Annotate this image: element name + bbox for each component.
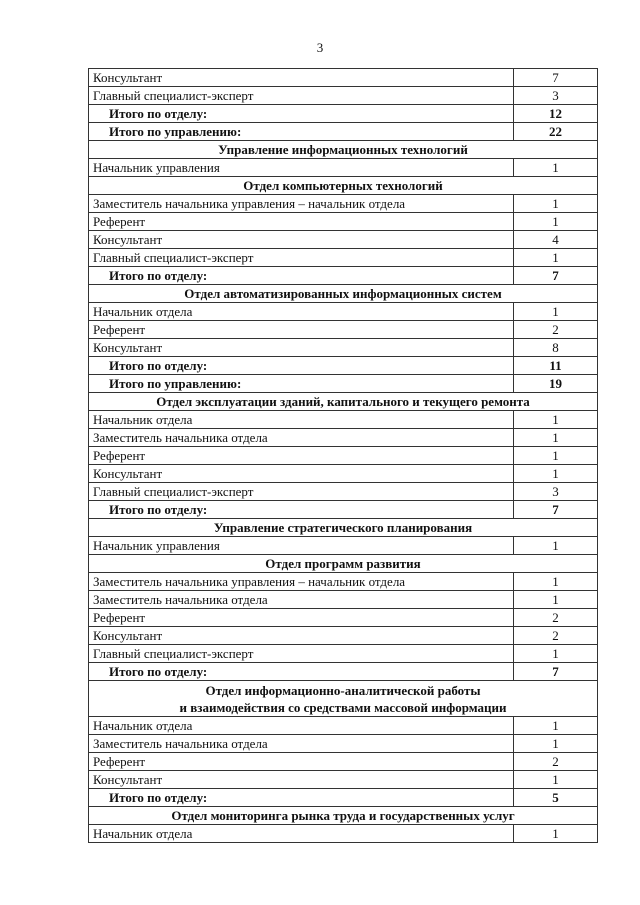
section-title (89, 177, 598, 195)
position-count: 1 (514, 159, 598, 177)
section-title-line: Отдел эксплуатации зданий, капитального и текущего ремонта (156, 393, 530, 409)
section-title (89, 807, 598, 825)
position-count: 1 (514, 771, 598, 789)
table-row (89, 465, 598, 483)
position-count: 1 (514, 573, 598, 591)
position-count: 1 (514, 213, 598, 231)
total-label: Итого по отделу: (89, 357, 514, 375)
table-row (89, 213, 598, 231)
position-count: 2 (514, 627, 598, 645)
section-header-row (89, 177, 598, 195)
section-title (89, 141, 598, 159)
total-count: 11 (514, 357, 598, 375)
position-count: 1 (514, 825, 598, 843)
table-row (89, 249, 598, 267)
section-title-line: Отдел мониторинга рынка труда и государственных услуг (171, 807, 515, 823)
section-title (89, 555, 598, 573)
position-count: 1 (514, 735, 598, 753)
total-row (89, 501, 598, 519)
total-label: Итого по отделу: (89, 663, 514, 681)
table-row (89, 303, 598, 321)
position-name: Главный специалист-эксперт (89, 645, 514, 663)
table-row (89, 87, 598, 105)
section-header-row (89, 519, 598, 537)
section-title (89, 393, 598, 411)
table-row (89, 159, 598, 177)
position-name: Консультант (89, 771, 514, 789)
table-row (89, 339, 598, 357)
table-row (89, 447, 598, 465)
section-title-line: Отдел программ развития (265, 555, 421, 571)
table-row (89, 753, 598, 771)
position-count: 7 (514, 69, 598, 87)
position-name: Референт (89, 753, 514, 771)
position-name: Начальник отдела (89, 303, 514, 321)
total-label: Итого по управлению: (89, 375, 514, 393)
total-row (89, 357, 598, 375)
table-row (89, 591, 598, 609)
section-title-line: Отдел компьютерных технологий (243, 177, 443, 193)
section-title-line: Отдел автоматизированных информационных систем (184, 285, 502, 301)
table-row (89, 321, 598, 339)
position-count: 4 (514, 231, 598, 249)
section-title (89, 519, 598, 537)
table-row (89, 609, 598, 627)
total-count: 22 (514, 123, 598, 141)
total-count: 12 (514, 105, 598, 123)
total-label: Итого по управлению: (89, 123, 514, 141)
position-count: 1 (514, 465, 598, 483)
position-name: Начальник управления (89, 537, 514, 555)
position-name: Консультант (89, 339, 514, 357)
page-number: 3 (316, 40, 324, 55)
position-name: Референт (89, 609, 514, 627)
section-title-line: Управление стратегического планирования (213, 519, 473, 535)
position-count: 1 (514, 717, 598, 735)
table-row (89, 231, 598, 249)
position-count: 1 (514, 411, 598, 429)
section-title-line: Отдел информационно-аналитической работы (205, 682, 481, 698)
position-count: 1 (514, 195, 598, 213)
total-label: Итого по отделу: (89, 105, 514, 123)
table-row (89, 69, 598, 87)
position-name: Заместитель начальника отдела (89, 429, 514, 447)
table-row (89, 429, 598, 447)
table-row (89, 717, 598, 735)
total-label: Итого по отделу: (89, 267, 514, 285)
position-name: Заместитель начальника отдела (89, 735, 514, 753)
table-row (89, 483, 598, 501)
position-count: 1 (514, 249, 598, 267)
total-count: 7 (514, 663, 598, 681)
staff-table-body (89, 69, 598, 843)
position-name: Главный специалист-эксперт (89, 483, 514, 501)
position-name: Консультант (89, 69, 514, 87)
section-header-row (89, 681, 598, 717)
position-name: Заместитель начальника отдела (89, 591, 514, 609)
position-name: Главный специалист-эксперт (89, 87, 514, 105)
section-title (89, 681, 598, 717)
section-header-row (89, 807, 598, 825)
section-title-line: и взаимодействия со средствами массовой информации (179, 699, 507, 715)
position-count: 1 (514, 303, 598, 321)
position-count: 2 (514, 321, 598, 339)
staff-table (88, 68, 598, 843)
position-count: 1 (514, 429, 598, 447)
total-label: Итого по отделу: (89, 501, 514, 519)
table-row (89, 645, 598, 663)
position-count: 3 (514, 87, 598, 105)
position-name: Консультант (89, 465, 514, 483)
position-name: Заместитель начальника управления – начальник отдела (89, 195, 514, 213)
position-name: Консультант (89, 627, 514, 645)
table-row (89, 411, 598, 429)
table-row (89, 573, 598, 591)
total-count: 7 (514, 267, 598, 285)
position-name: Начальник отдела (89, 825, 514, 843)
position-name: Начальник отдела (89, 411, 514, 429)
position-name: Референт (89, 447, 514, 465)
table-row (89, 735, 598, 753)
total-row (89, 267, 598, 285)
table-row (89, 627, 598, 645)
position-name: Начальник управления (89, 159, 514, 177)
position-name: Главный специалист-эксперт (89, 249, 514, 267)
section-header-row (89, 555, 598, 573)
total-label: Итого по отделу: (89, 789, 514, 807)
position-count: 1 (514, 645, 598, 663)
total-row (89, 123, 598, 141)
position-count: 3 (514, 483, 598, 501)
position-count: 2 (514, 753, 598, 771)
table-row (89, 825, 598, 843)
total-row (89, 663, 598, 681)
section-title (89, 285, 598, 303)
total-count: 19 (514, 375, 598, 393)
section-header-row (89, 393, 598, 411)
position-count: 1 (514, 591, 598, 609)
table-row (89, 195, 598, 213)
position-name: Референт (89, 213, 514, 231)
section-title-line: Управление информационных технологий (218, 141, 468, 157)
total-count: 7 (514, 501, 598, 519)
table-row (89, 771, 598, 789)
total-row (89, 105, 598, 123)
position-name: Заместитель начальника управления – начальник отдела (89, 573, 514, 591)
total-count: 5 (514, 789, 598, 807)
total-row (89, 375, 598, 393)
section-header-row (89, 141, 598, 159)
position-count: 8 (514, 339, 598, 357)
position-count: 2 (514, 609, 598, 627)
section-header-row (89, 285, 598, 303)
position-name: Начальник отдела (89, 717, 514, 735)
total-row (89, 789, 598, 807)
position-name: Референт (89, 321, 514, 339)
position-name: Консультант (89, 231, 514, 249)
table-row (89, 537, 598, 555)
position-count: 1 (514, 537, 598, 555)
position-count: 1 (514, 447, 598, 465)
